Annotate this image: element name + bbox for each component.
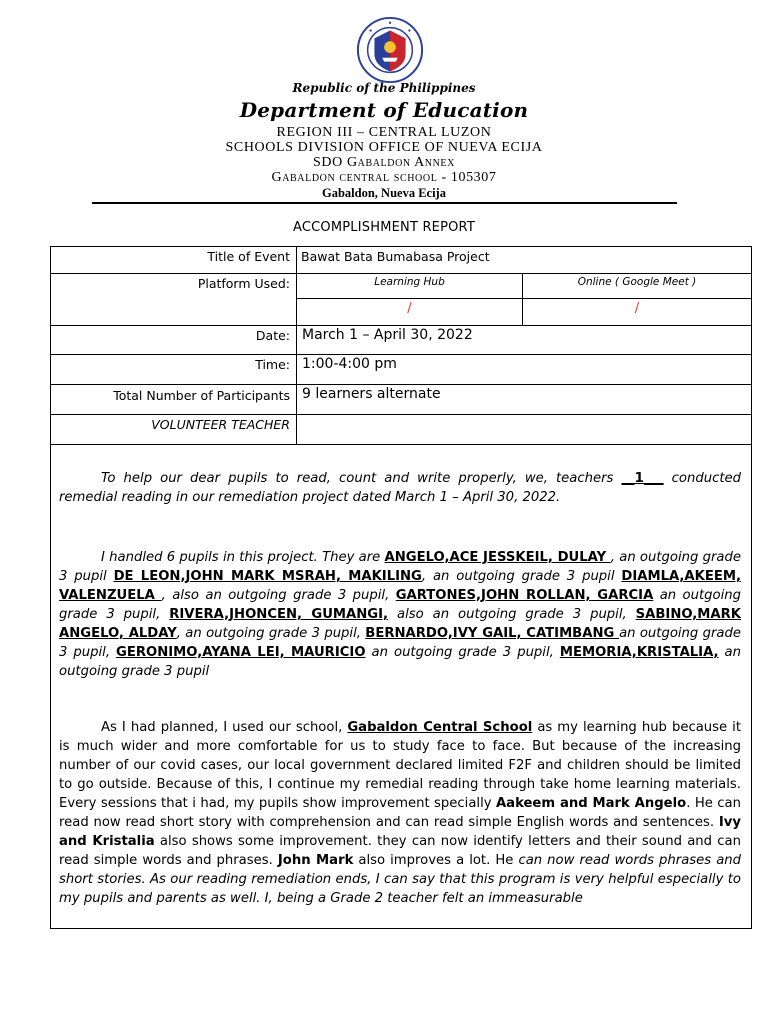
time-label: Time: (255, 357, 290, 372)
pupil-note: , an outgoing grade 3 pupil (421, 569, 622, 584)
school-name: Gabaldon Central School (347, 720, 533, 735)
pupil-name: BERNARDO,IVY GAIL, CATIMBANG (365, 626, 620, 641)
pupils-highlight-2: Ivy and Kristalia (59, 815, 741, 849)
platform-learning-hub: Learning Hub (374, 276, 445, 288)
pupil-note: also an outgoing grade 3 pupil, (388, 607, 636, 622)
teacher-count: __1___ (621, 471, 664, 486)
division-line: SCHOOLS DIVISION OFFICE OF NUEVA ECIJA (225, 140, 543, 155)
volunteer-teacher-label: VOLUNTEER TEACHER (151, 417, 290, 432)
pupil-name: GERONIMO,AYANA LEI, MAURICIO (116, 645, 366, 660)
date-label: Date: (255, 328, 290, 343)
title-of-event-value: Bawat Bata Bumabasa Project (301, 249, 490, 264)
pupil-note: , an outgoing grade 3 pupil (59, 550, 741, 584)
region-line: REGION III – CENTRAL LUZON (276, 125, 492, 140)
location-line: Gabaldon, Nueva Ecija (322, 186, 446, 200)
school-line: Gabaldon central school - 105307 (271, 170, 497, 185)
learning-hub-check-mark: / (407, 301, 412, 316)
pupil-note: an outgoing grade 3 pupil, (59, 588, 741, 622)
pupil-name: GARTONES,JOHN ROLLAN, GARCIA (395, 588, 654, 603)
online-check-mark: / (634, 301, 640, 316)
title-of-event-label: Title of Event (207, 249, 290, 264)
annex-line: SDO Gabaldon Annex (313, 155, 455, 170)
paragraph-pupils (59, 548, 741, 681)
progress-text-d: also shows some improvement. they can now identify letters and their sound and can read simple words and phrases. (59, 834, 741, 868)
pupils-highlight-1: Aakeem and Mark Angelo (495, 796, 687, 811)
pupil-note: an outgoing grade 3 pupil (59, 645, 741, 679)
paragraph-intro (59, 469, 741, 507)
pupil-note: , an outgoing grade 3 pupil, (176, 626, 366, 641)
progress-text-b: as my learning hub because it is much wider and more comfortable for us to study face to face. But because of the increasing number of our covid cases, our local government declared limited F2F and children should be limited to go outside. Because of this, I continue my remedial reading through take home learning materials. Every sessions that i had, my pupils show improvement specially (59, 720, 742, 811)
pupil-name: RIVERA,JHONCEN, GUMANGI, (169, 607, 389, 622)
time-value: 1:00-4:00 pm (302, 356, 397, 372)
pupil-note: an outgoing grade 3 pupil, (59, 626, 741, 660)
progress-text-e: also improves a lot. He (353, 853, 519, 868)
pupils-highlight-3: John Mark (277, 853, 354, 868)
pupil-name: SABINO,MARK ANGELO, ALDAY (59, 607, 741, 641)
paragraph-progress (59, 718, 741, 908)
pupil-note: , also an outgoing grade 3 pupil, (161, 588, 396, 603)
pupil-name: DE LEON,JOHN MARK MSRAH, MAKILING (113, 569, 422, 584)
report-title: ACCOMPLISHMENT REPORT (293, 220, 475, 235)
intro-text-b: conducted remedial reading in our remediation project dated March 1 – April 30, 2022. (59, 471, 741, 505)
republic-heading: Republic of the Philippines (292, 81, 476, 95)
intro-text-a: To help our dear pupils to read, count and write properly, we, teachers (101, 471, 622, 486)
pupil-name: MEMORIA,KRISTALIA, (559, 645, 719, 660)
progress-text-c: . He can read now read short story with comprehension and can read simple English words and sentences. (59, 796, 742, 830)
pupil-note: an outgoing grade 3 pupil, (365, 645, 560, 660)
platform-label: Platform Used: (197, 276, 290, 291)
department-heading: Department of Education (239, 98, 529, 122)
progress-text-f: can now read words phrases and short stories. As our reading remediation ends, I can say that this program is very helpful especially to my pupils and parents as well. I, being a Grade 2 teacher felt an immeasurable (59, 853, 741, 906)
platform-online: Online ( Google Meet ) (577, 276, 697, 288)
volunteer-teacher-value (297, 415, 751, 444)
pupil-name: ANGELO,ACE JESSKEIL, DULAY (384, 550, 611, 565)
date-value: March 1 – April 30, 2022 (302, 327, 473, 343)
pupil-name: DIAMLA,AKEEM, VALENZUELA (59, 569, 742, 603)
participants-value: 9 learners alternate (302, 386, 441, 402)
participants-label: Total Number of Participants (113, 388, 290, 403)
pupils-intro: I handled 6 pupils in this project. They are (101, 550, 385, 565)
progress-text-a: As I had planned, I used our school, (101, 720, 348, 735)
